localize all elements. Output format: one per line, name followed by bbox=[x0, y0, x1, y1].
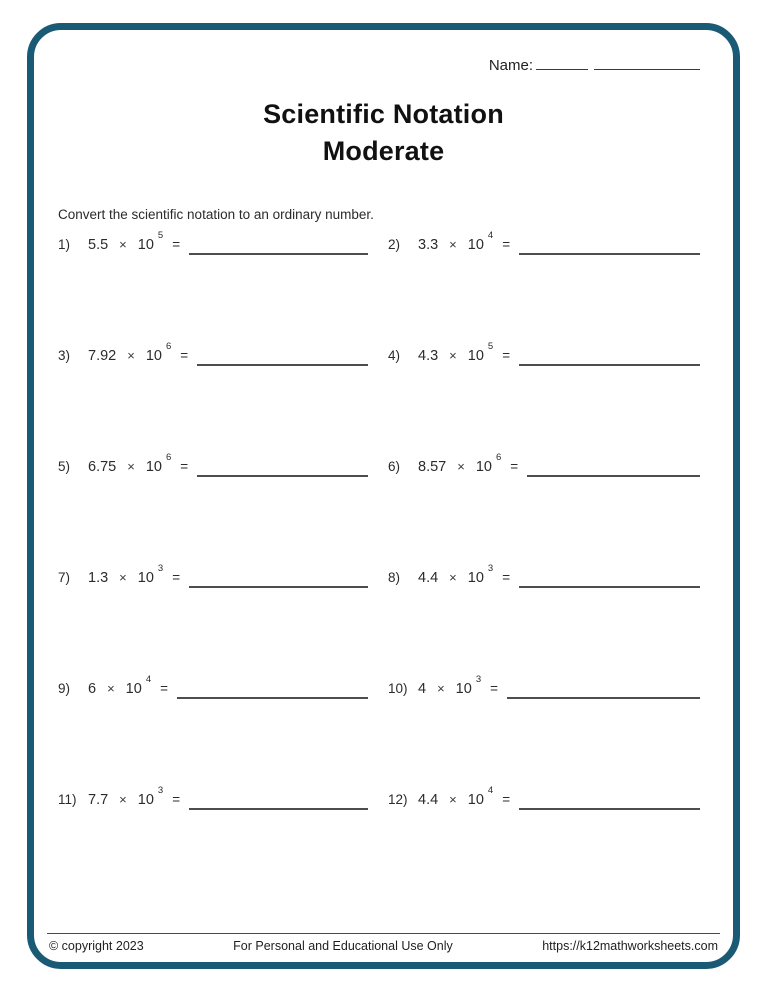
power-of-ten bbox=[455, 674, 482, 697]
equals-sign: = bbox=[172, 570, 181, 585]
answer-blank bbox=[519, 253, 700, 255]
power-of-ten bbox=[467, 785, 494, 808]
exponent: 3 bbox=[157, 563, 164, 575]
exponent: 3 bbox=[157, 785, 164, 797]
problem-item-2 bbox=[388, 230, 700, 346]
base-ten: 10 bbox=[467, 237, 484, 253]
power-of-ten bbox=[137, 230, 164, 253]
problem-item-12 bbox=[388, 785, 700, 901]
problem-number: 11) bbox=[58, 792, 77, 807]
title-line-2: Moderate bbox=[322, 136, 445, 166]
answer-blank bbox=[519, 808, 700, 810]
equals-sign: = bbox=[180, 459, 189, 474]
equals-sign: = bbox=[160, 681, 168, 696]
name-label: Name: bbox=[488, 56, 533, 74]
problem-item-9 bbox=[58, 674, 368, 790]
problem-item-8 bbox=[388, 563, 700, 679]
base-ten: 10 bbox=[467, 792, 484, 808]
problem-number: 3) bbox=[58, 348, 71, 363]
multiply-sign: × bbox=[127, 459, 135, 474]
problems-grid bbox=[58, 230, 700, 901]
instruction-text: Convert the scientific notation to an ordinary number. bbox=[58, 207, 374, 222]
multiply-sign: × bbox=[449, 570, 457, 585]
exponent: 6 bbox=[165, 341, 172, 353]
base-ten: 10 bbox=[125, 681, 142, 697]
equals-sign: = bbox=[490, 681, 498, 696]
problem-number: 6) bbox=[388, 459, 401, 474]
power-of-ten bbox=[125, 674, 152, 697]
problem-number: 9) bbox=[58, 681, 71, 696]
power-of-ten bbox=[145, 341, 172, 364]
multiply-sign: × bbox=[437, 681, 445, 696]
equals-sign: = bbox=[510, 459, 519, 474]
answer-blank bbox=[177, 697, 368, 699]
answer-blank bbox=[189, 253, 368, 255]
name-blank-line-short bbox=[536, 56, 588, 70]
base-ten: 10 bbox=[467, 348, 484, 364]
base-ten: 10 bbox=[467, 570, 484, 586]
footer-text-row bbox=[47, 939, 720, 953]
power-of-ten bbox=[137, 785, 164, 808]
problem-number: 7) bbox=[58, 570, 71, 585]
base-ten: 10 bbox=[145, 348, 162, 364]
exponent: 4 bbox=[487, 230, 494, 242]
answer-blank bbox=[189, 586, 368, 588]
power-of-ten bbox=[467, 230, 494, 253]
answer-blank bbox=[197, 475, 368, 477]
footer-divider bbox=[47, 933, 720, 934]
answer-blank bbox=[519, 586, 700, 588]
problem-item-11 bbox=[58, 785, 368, 901]
coefficient: 6 bbox=[88, 681, 97, 697]
equals-sign: = bbox=[502, 570, 511, 585]
problem-item-10 bbox=[388, 674, 700, 790]
problem-number: 1) bbox=[58, 237, 71, 252]
exponent: 4 bbox=[487, 785, 494, 797]
equals-sign: = bbox=[172, 237, 181, 252]
coefficient: 7.92 bbox=[88, 348, 117, 364]
problem-number: 12) bbox=[388, 792, 408, 807]
equals-sign: = bbox=[502, 237, 511, 252]
problem-item-4 bbox=[388, 341, 700, 457]
name-row bbox=[489, 56, 700, 74]
multiply-sign: × bbox=[449, 348, 457, 363]
coefficient: 8.57 bbox=[418, 459, 447, 475]
problem-number: 8) bbox=[388, 570, 401, 585]
answer-blank bbox=[197, 364, 368, 366]
base-ten: 10 bbox=[137, 237, 154, 253]
coefficient: 5.5 bbox=[88, 237, 109, 253]
exponent: 6 bbox=[165, 452, 172, 464]
power-of-ten bbox=[467, 563, 494, 586]
equals-sign: = bbox=[502, 792, 511, 807]
problem-item-5 bbox=[58, 452, 368, 568]
multiply-sign: × bbox=[449, 237, 457, 252]
page-border-frame bbox=[27, 23, 740, 969]
coefficient: 4.4 bbox=[418, 792, 439, 808]
problem-number: 10) bbox=[388, 681, 408, 696]
coefficient: 7.7 bbox=[88, 792, 109, 808]
copyright-text: © copyright 2023 bbox=[49, 939, 144, 953]
exponent: 3 bbox=[475, 674, 482, 686]
coefficient: 4.4 bbox=[418, 570, 439, 586]
exponent: 6 bbox=[495, 452, 502, 464]
exponent: 5 bbox=[157, 230, 164, 242]
coefficient: 4 bbox=[418, 681, 427, 697]
coefficient: 4.3 bbox=[418, 348, 439, 364]
website-url: https://k12mathworksheets.com bbox=[542, 939, 718, 953]
problem-number: 4) bbox=[388, 348, 401, 363]
base-ten: 10 bbox=[137, 570, 154, 586]
problem-item-6 bbox=[388, 452, 700, 568]
multiply-sign: × bbox=[457, 459, 465, 474]
multiply-sign: × bbox=[119, 570, 127, 585]
coefficient: 3.3 bbox=[418, 237, 439, 253]
problem-item-7 bbox=[58, 563, 368, 679]
multiply-sign: × bbox=[119, 792, 127, 807]
base-ten: 10 bbox=[475, 459, 492, 475]
footer bbox=[47, 933, 720, 953]
equals-sign: = bbox=[502, 348, 511, 363]
problem-item-3 bbox=[58, 341, 368, 457]
problem-number: 5) bbox=[58, 459, 71, 474]
equals-sign: = bbox=[172, 792, 181, 807]
answer-blank bbox=[527, 475, 700, 477]
base-ten: 10 bbox=[137, 792, 154, 808]
exponent: 4 bbox=[145, 674, 152, 686]
base-ten: 10 bbox=[145, 459, 162, 475]
usage-text: For Personal and Educational Use Only bbox=[233, 939, 453, 953]
problem-number: 2) bbox=[388, 237, 401, 252]
multiply-sign: × bbox=[119, 237, 127, 252]
name-blank-line-long bbox=[594, 56, 700, 70]
multiply-sign: × bbox=[107, 681, 115, 696]
power-of-ten bbox=[145, 452, 172, 475]
power-of-ten bbox=[475, 452, 502, 475]
equals-sign: = bbox=[180, 348, 189, 363]
problem-item-1 bbox=[58, 230, 368, 346]
power-of-ten bbox=[467, 341, 494, 364]
multiply-sign: × bbox=[127, 348, 135, 363]
exponent: 3 bbox=[487, 563, 494, 575]
multiply-sign: × bbox=[449, 792, 457, 807]
base-ten: 10 bbox=[455, 681, 472, 697]
coefficient: 1.3 bbox=[88, 570, 109, 586]
power-of-ten bbox=[137, 563, 164, 586]
answer-blank bbox=[507, 697, 700, 699]
worksheet-title bbox=[34, 96, 733, 170]
answer-blank bbox=[519, 364, 700, 366]
title-line-1: Scientific Notation bbox=[263, 99, 504, 129]
answer-blank bbox=[189, 808, 368, 810]
exponent: 5 bbox=[487, 341, 494, 353]
coefficient: 6.75 bbox=[88, 459, 117, 475]
